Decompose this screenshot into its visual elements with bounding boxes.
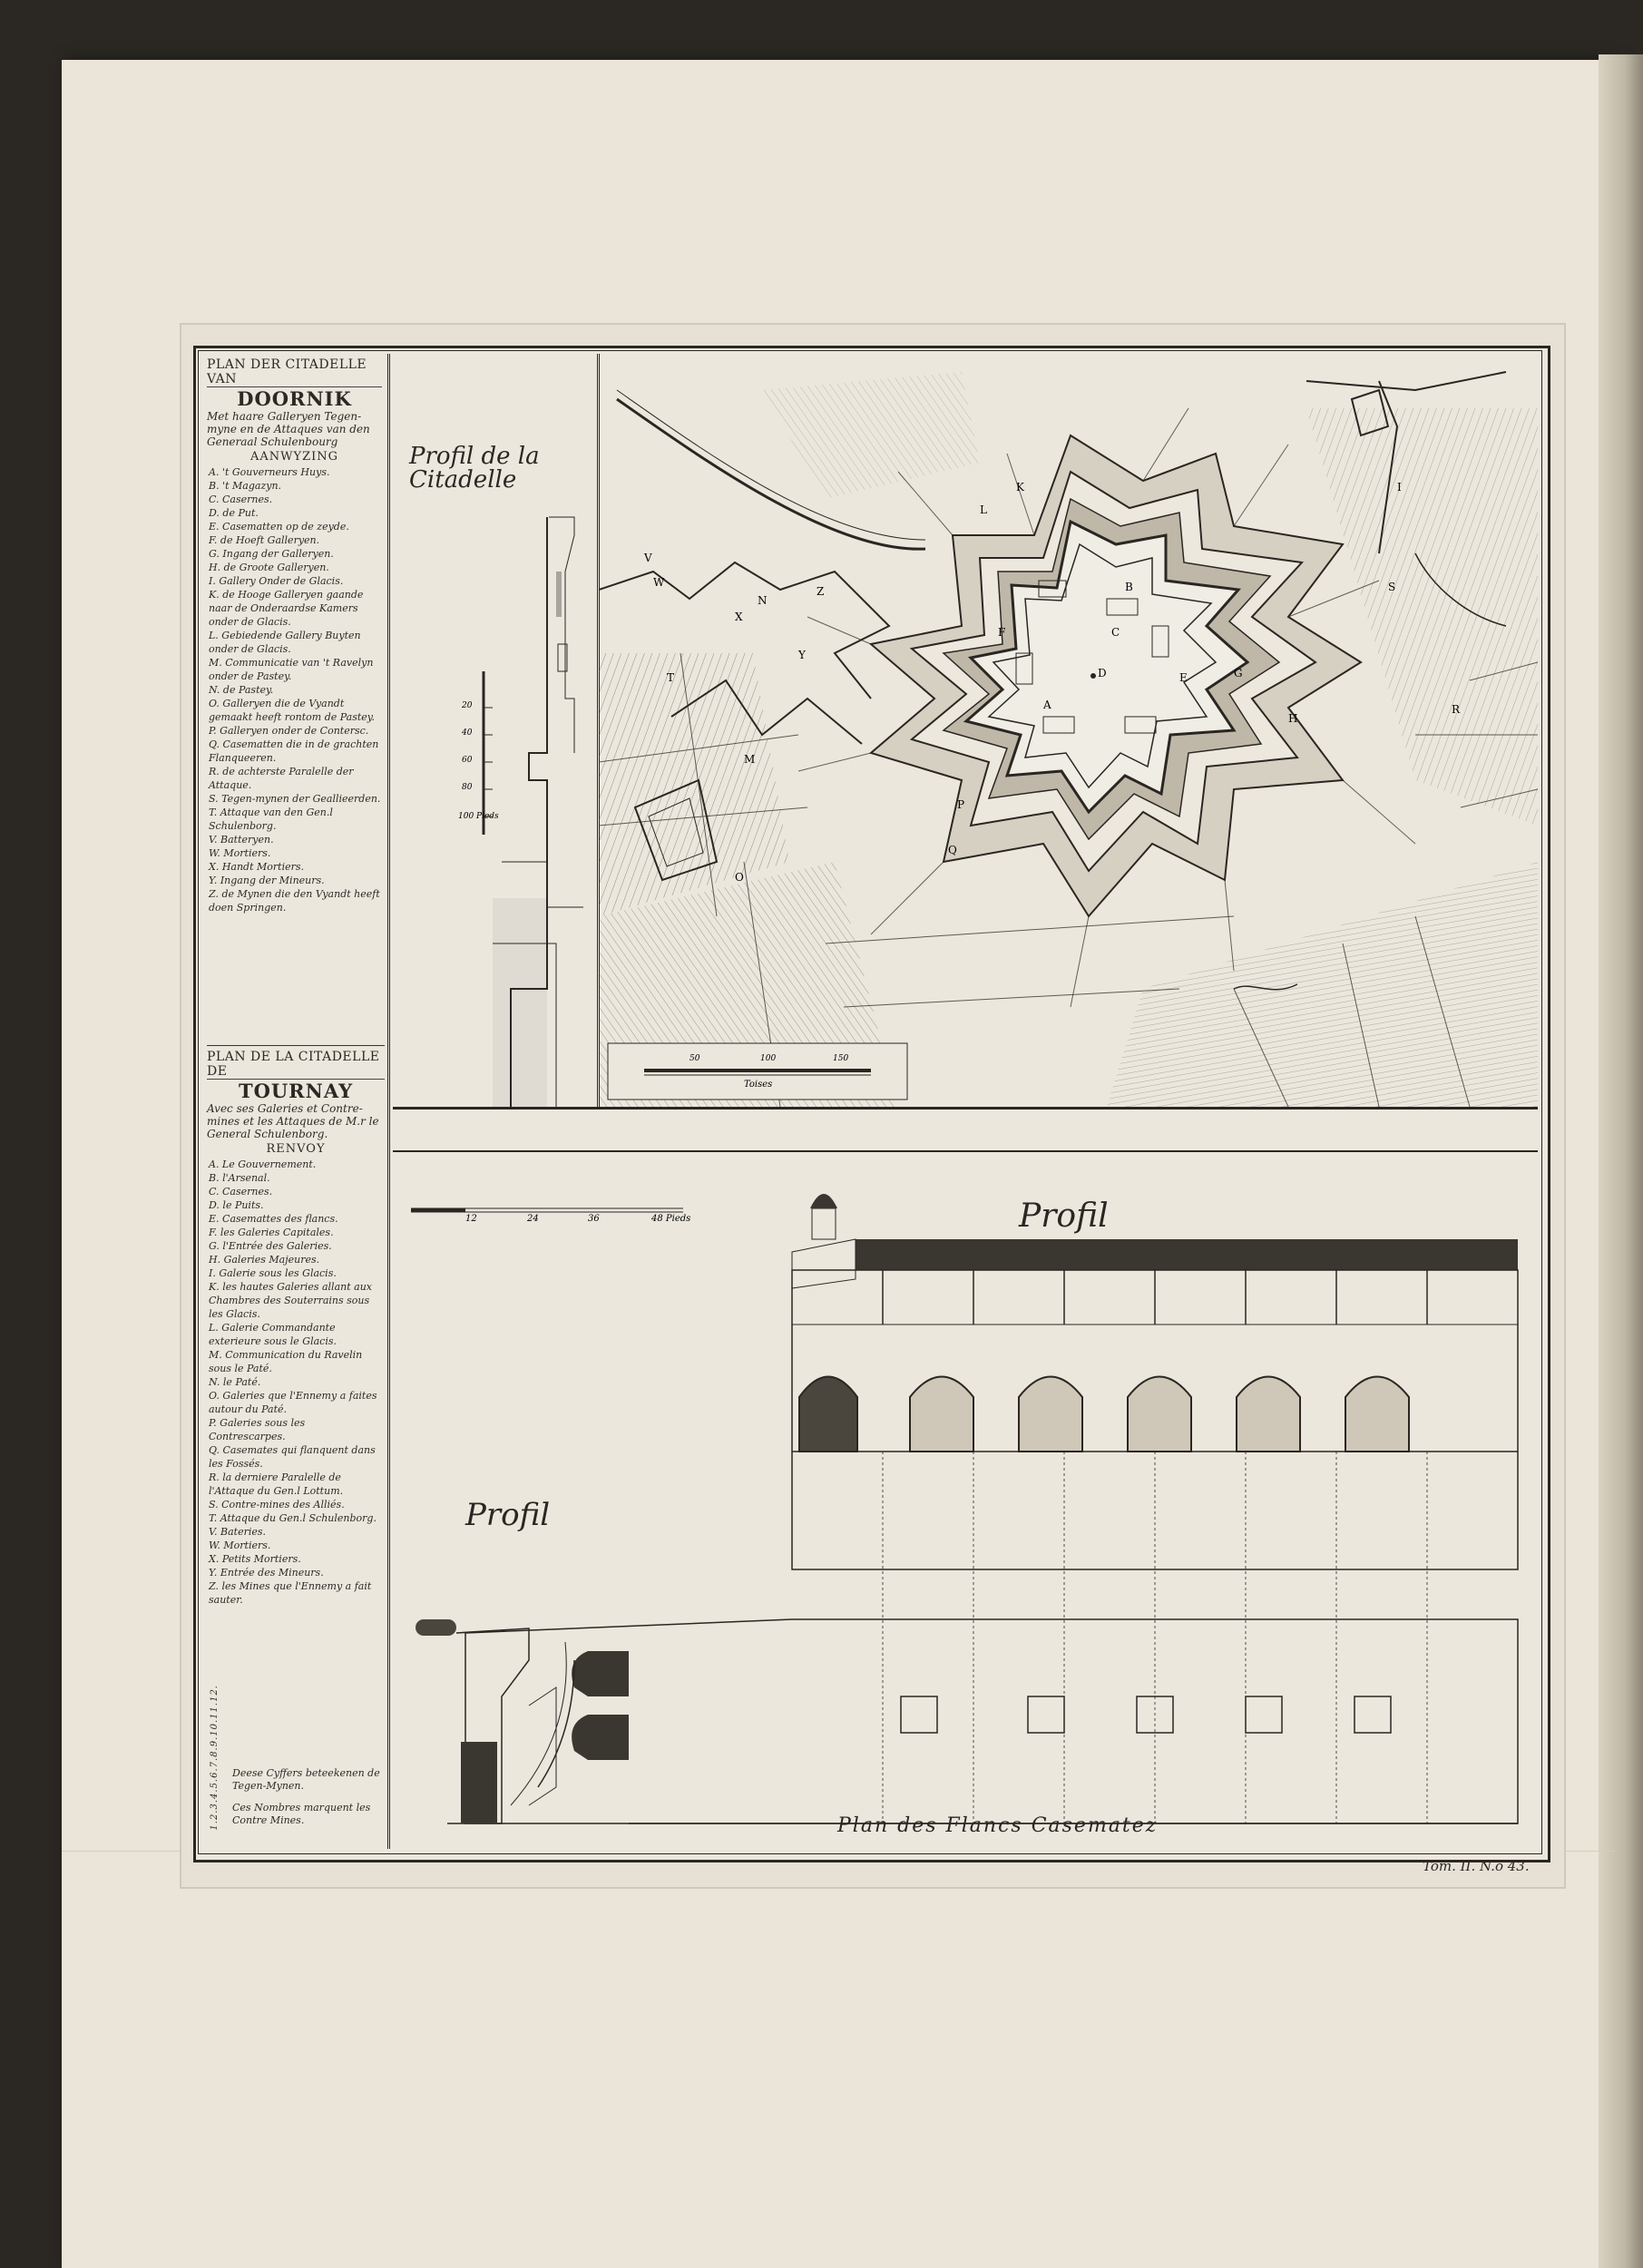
legend-item: P. Galeries sous les Contrescarpes.	[209, 1417, 306, 1442]
legend-item: T. Attaque van den Gen.l Schulenborg.	[209, 807, 333, 832]
citadel-map-panel	[599, 354, 1538, 1107]
legend-item: G. Ingang der Galleryen.	[209, 548, 334, 560]
casemate-scale-tick: 48 Pieds	[651, 1214, 691, 1224]
legend-item: A. 't Gouverneurs Huys.	[209, 466, 330, 478]
legend-french-title: PLAN DE LA CITADELLE DE	[207, 1050, 385, 1080]
next-page-edge	[1599, 54, 1643, 2268]
legend-item: X. Handt Mortiers.	[209, 861, 305, 873]
legend-item: O. Galleryen die de Vyandt gemaakt heeft rontom de Pastey.	[209, 698, 376, 723]
casemate-plan-title: Plan des Flancs Casematez	[837, 1814, 1159, 1837]
legend-item: H. de Groote Galleryen.	[209, 562, 329, 573]
legend-item: B. l'Arsenal.	[209, 1172, 270, 1184]
legend-item: N. de Pastey.	[209, 684, 274, 696]
legend-item: M. Communication du Ravelin sous le Paté.	[209, 1349, 363, 1374]
map-label-p: P	[957, 798, 965, 811]
map-label-q: Q	[948, 844, 957, 856]
map-scale-unit: Toises	[744, 1080, 773, 1090]
map-label-e: E	[1179, 671, 1188, 684]
citadel-map-drawing	[599, 354, 1538, 1107]
legend-item: Q. Casemates qui flanquent dans les Fossés.	[209, 1444, 376, 1470]
map-label-o: O	[735, 871, 744, 884]
legend-item: P. Galleryen onder de Contersc.	[209, 725, 369, 737]
casemate-plan-panel	[393, 1152, 1538, 1849]
legend-french-heading: RENVOY	[266, 1142, 326, 1156]
legend-item: Y. Ingang der Mineurs.	[209, 875, 325, 886]
legend-item: E. Casemattes des flancs.	[209, 1213, 338, 1225]
map-label-h: H	[1288, 712, 1298, 725]
note-dutch: Deese Cyffers beteekenen de Tegen-Mynen.	[232, 1767, 380, 1792]
legend-french-section	[207, 1045, 385, 1607]
legend-item: B. 't Magazyn.	[209, 480, 282, 492]
legend-item: K. de Hooge Galleryen gaande naar de Onderaardse Kamers onder de Glacis.	[209, 589, 364, 628]
legend-item: S. Tegen-mynen der Geallieerden.	[209, 793, 381, 805]
casemate-scale-tick: 36	[588, 1214, 600, 1224]
casemate-profile-lower-title: Profil	[465, 1497, 551, 1533]
legend-dutch-place: DOORNIK	[237, 387, 352, 410]
map-label-d: D	[1098, 667, 1107, 679]
map-label-m: M	[744, 753, 756, 766]
legend-item: H. Galeries Majeures.	[209, 1254, 320, 1266]
legend-item: I. Gallery Onder de Glacis.	[209, 575, 344, 587]
map-label-c: C	[1111, 626, 1120, 639]
legend-dutch-list	[207, 465, 382, 914]
legend-item: A. Le Gouvernement.	[209, 1158, 317, 1170]
map-label-x: X	[735, 611, 743, 623]
legend-item: W. Mortiers.	[209, 847, 271, 859]
map-label-y: Y	[798, 649, 806, 661]
legend-item: F. les Galeries Capitales.	[209, 1227, 334, 1238]
legend-french-subtitle: Avec ses Galeries et Contre-mines et les Attaques de M.r le General Schulenborg.	[207, 1102, 379, 1140]
legend-item: R. de achterste Paralelle der Attaque.	[209, 766, 354, 791]
countermine-notes	[232, 1767, 387, 1827]
profile-scale-tick: 40	[462, 728, 473, 738]
profile-scale-tick: 80	[462, 783, 473, 792]
legend-item: T. Attaque du Gen.l Schulenborg.	[209, 1512, 377, 1524]
map-label-w: W	[653, 576, 665, 589]
legend-item: W. Mortiers.	[209, 1540, 271, 1551]
map-label-n: N	[758, 594, 768, 607]
casemate-scale-tick: 12	[465, 1214, 477, 1224]
map-label-v: V	[644, 552, 652, 564]
map-label-a: A	[1043, 699, 1051, 711]
legend-item: R. la derniere Paralelle de l'Attaque du Gen.l Lottum.	[209, 1471, 344, 1497]
legend-item: V. Bateries.	[209, 1526, 267, 1538]
legend-item: N. le Paté.	[209, 1376, 261, 1388]
map-label-f: F	[998, 626, 1006, 639]
panel-separator	[393, 1107, 1538, 1152]
citadel-profile-drawing	[393, 354, 597, 1107]
map-label-z: Z	[817, 585, 825, 598]
legend-item: S. Contre-mines des Alliés.	[209, 1499, 345, 1510]
map-label-s: S	[1388, 581, 1396, 593]
countermine-numbers: 1.2.3.4.5.6.7.8.9.10.11.12.	[210, 1685, 220, 1831]
legend-item: Z. de Mynen die den Vyandt heeft doen Springen.	[209, 888, 380, 914]
map-scale-tick: 100	[760, 1054, 777, 1063]
legend-item: L. Gebiedende Gallery Buyten onder de Glacis.	[209, 630, 361, 655]
legend-item: K. les hautes Galeries allant aux Chambres des Souterrains sous les Glacis.	[209, 1281, 372, 1320]
legend-french-place: TOURNAY	[238, 1080, 354, 1102]
map-label-l: L	[980, 503, 987, 516]
legend-column	[201, 354, 390, 1849]
map-label-i: I	[1397, 481, 1402, 494]
profile-scale-tick: 60	[462, 756, 473, 765]
casemate-scale-tick: 24	[527, 1214, 539, 1224]
legend-item: I. Galerie sous les Glacis.	[209, 1267, 337, 1279]
citadel-profile-panel	[393, 354, 600, 1107]
legend-item: Z. les Mines que l'Ennemy a fait sauter.	[209, 1580, 372, 1606]
map-label-b: B	[1125, 581, 1133, 593]
legend-item: D. de Put.	[209, 507, 259, 519]
note-french: Ces Nombres marquent les Contre Mines.	[232, 1802, 371, 1826]
map-label-g: G	[1234, 667, 1243, 679]
legend-item: C. Casernes.	[209, 1186, 273, 1198]
map-label-t: T	[667, 671, 675, 684]
legend-item: Y. Entrée des Mineurs.	[209, 1567, 324, 1579]
legend-item: X. Petits Mortiers.	[209, 1553, 301, 1565]
legend-item: C. Casernes.	[209, 494, 273, 505]
legend-item: G. l'Entrée des Galeries.	[209, 1240, 332, 1252]
legend-item: M. Communicatie van 't Ravelyn onder de Pastey.	[209, 657, 374, 682]
legend-item: Q. Casematten die in de grachten Flanqueeren.	[209, 738, 379, 764]
map-label-r: R	[1452, 703, 1461, 716]
map-scale-tick: 150	[833, 1054, 849, 1063]
legend-item: L. Galerie Commandante exterieure sous le Glacis.	[209, 1322, 337, 1347]
legend-dutch-subtitle: Met haare Galleryen Tegen-myne en de Attaques van den Generaal Schulenbourg	[207, 410, 370, 448]
legend-item: D. le Puits.	[209, 1199, 264, 1211]
casemate-profile-upper-title: Profil	[1019, 1198, 1109, 1235]
legend-dutch-heading: AANWYZING	[249, 450, 339, 464]
legend-item: O. Galeries que l'Ennemy a faites autour du Paté.	[209, 1390, 377, 1415]
profile-scale-tick: 100 Pieds	[458, 812, 499, 821]
legend-item: V. Batteryen.	[209, 834, 274, 846]
legend-dutch-title: PLAN DER CITADELLE VAN	[207, 357, 382, 387]
plate-number: Tom. II. N.o 43.	[1423, 1858, 1530, 1874]
legend-item: E. Casematten op de zeyde.	[209, 521, 349, 533]
map-scale-tick: 50	[689, 1054, 700, 1063]
casemate-drawing	[393, 1152, 1538, 1849]
citadel-profile-title: Profil de la Citadelle	[409, 443, 540, 494]
legend-item: F. de Hoeft Galleryen.	[209, 534, 320, 546]
profile-scale-tick: 20	[462, 701, 473, 710]
legend-french-list	[207, 1158, 385, 1607]
map-label-k: K	[1016, 481, 1024, 494]
